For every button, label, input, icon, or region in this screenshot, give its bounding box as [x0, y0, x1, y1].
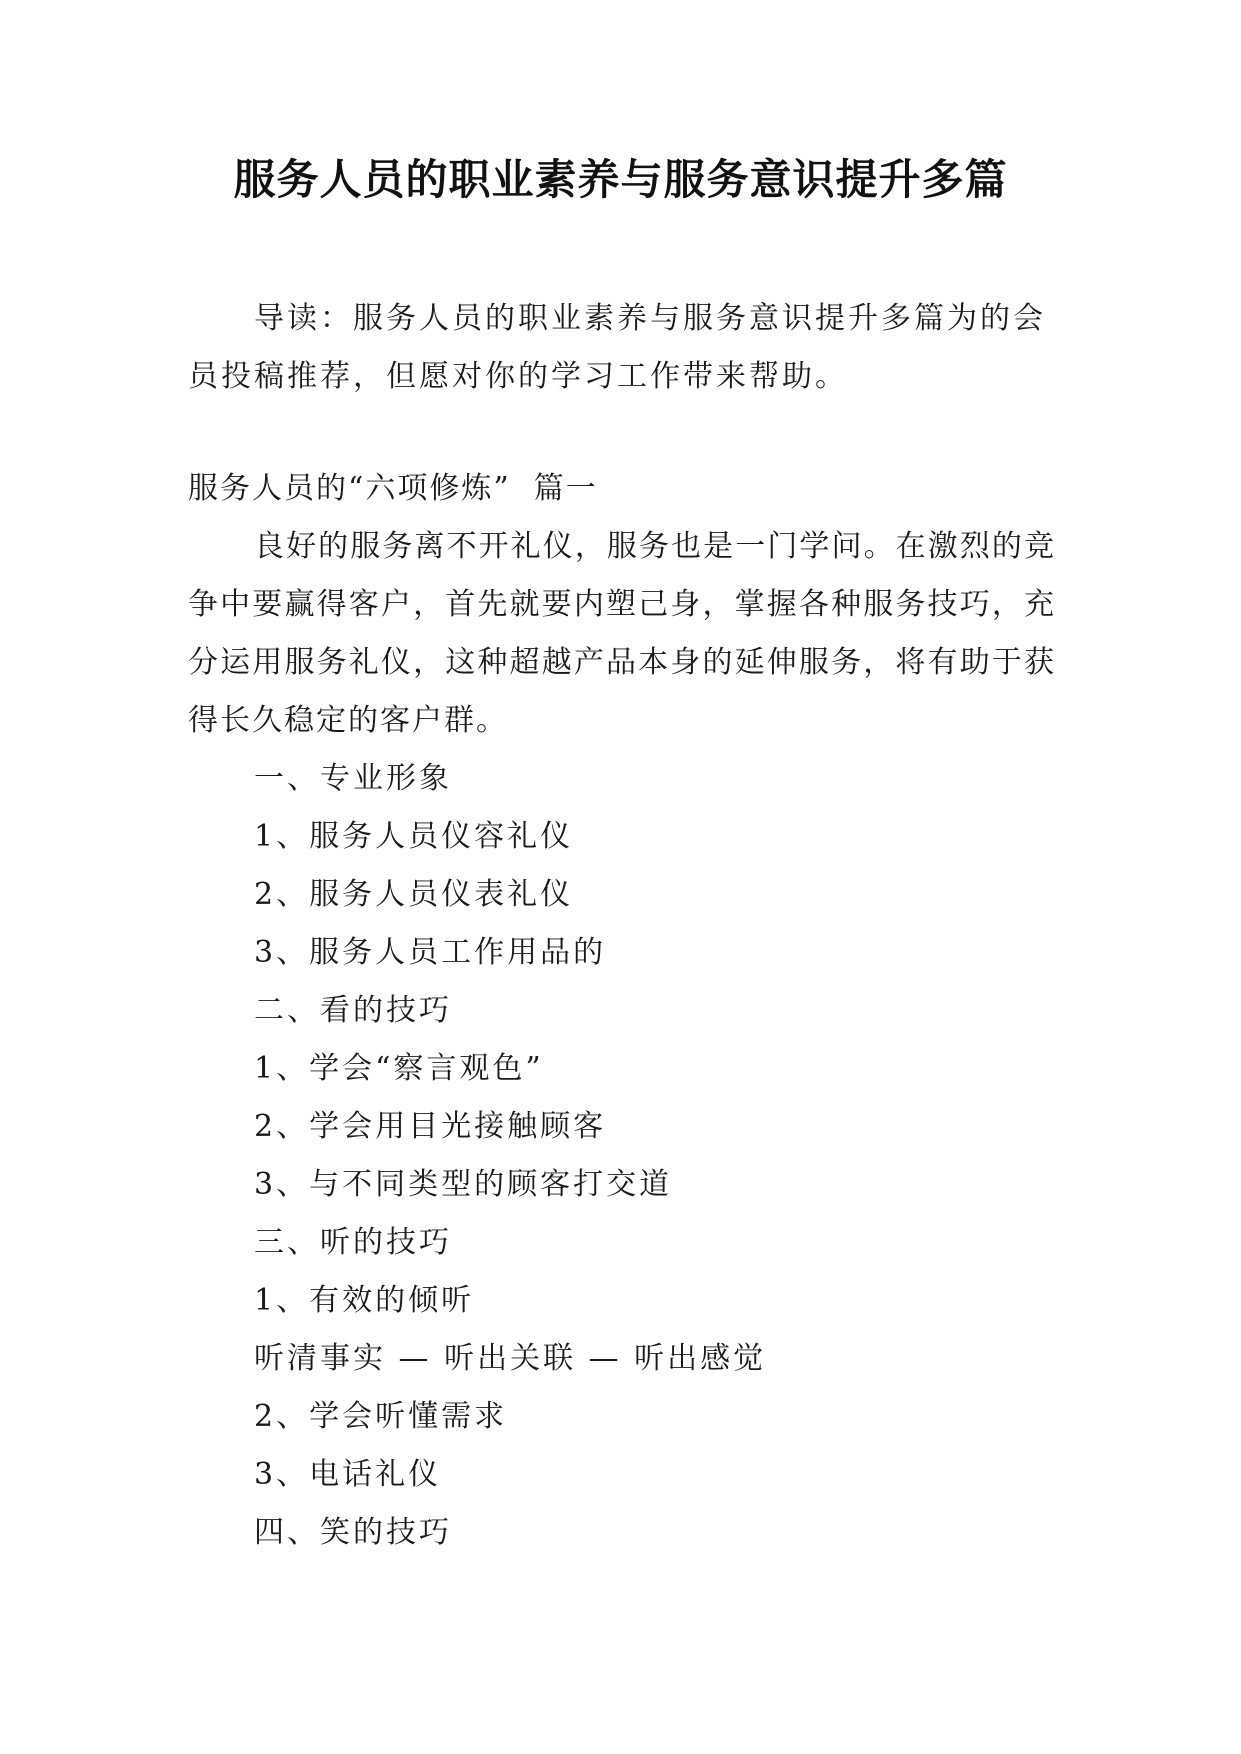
outline-item: 1、学会“察言观色” [254, 1051, 544, 1086]
document-title: 服务人员的职业素养与服务意识提升多篇 [233, 155, 1008, 204]
outline-item: 听清事实 — 听出关联 — 听出感觉 [254, 1341, 767, 1376]
intro-paragraph: 导读：服务人员的职业素养与服务意识提升多篇为的会员投稿推荐，但愿对你的学习工作带来帮助。 [188, 301, 1046, 394]
outline-item: 3、电话礼仪 [254, 1457, 442, 1492]
outline-item: 3、服务人员工作用品的 [254, 935, 607, 970]
outline-list [254, 750, 766, 1562]
body-paragraph: 良好的服务离不开礼仪，服务也是一门学问。在激烈的竞争中要赢得客户，首先就要内塑己身，掌握各种服务技巧，充分运用服务礼仪，这种超越产品本身的延伸服务，将有助于获得长久稳定的客户群。 [188, 529, 1056, 738]
outline-item: 2、学会听懂需求 [254, 1399, 508, 1434]
outline-item: 2、服务人员仪表礼仪 [254, 877, 574, 912]
outline-item: 2、学会用目光接触顾客 [254, 1109, 607, 1144]
section-heading: 服务人员的“六项修炼” 篇一 [188, 471, 598, 506]
outline-item: 1、服务人员仪容礼仪 [254, 819, 574, 854]
outline-item: 一、专业形象 [254, 761, 452, 796]
outline-item: 二、看的技巧 [254, 993, 452, 1028]
outline-item: 四、笑的技巧 [254, 1515, 452, 1550]
outline-item: 3、与不同类型的顾客打交道 [254, 1167, 673, 1202]
outline-item: 三、听的技巧 [254, 1225, 452, 1260]
outline-item: 1、有效的倾听 [254, 1283, 475, 1318]
